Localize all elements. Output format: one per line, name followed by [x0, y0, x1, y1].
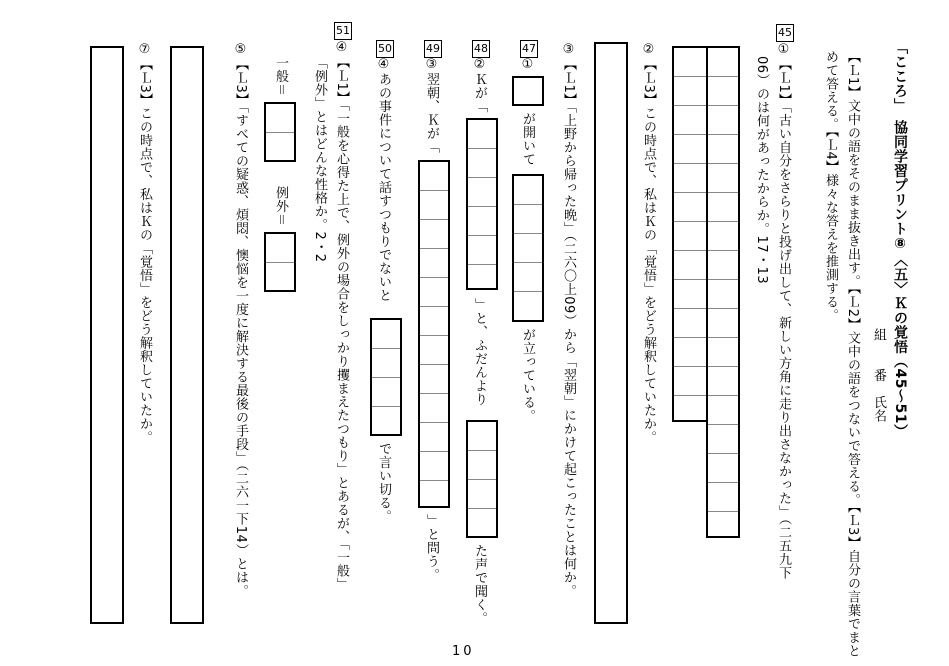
q3-4-text-a: ④あの事件について話すつもりでないと [376, 57, 391, 302]
question-number-51: 51 [334, 22, 352, 40]
answer-box-47b[interactable] [512, 174, 544, 322]
question-2: ②【Ｌ3】この時点で、私はＫの「覚悟」をどう解釈していたか。 [641, 42, 656, 445]
answer-box-50[interactable] [370, 318, 402, 436]
question-1-line1: ①【Ｌ1】「古い自分をさらりと投げ出して、新しい方角に走り出さなかった」（二五九下 [776, 42, 791, 580]
q3-1-text-a: が開いて [520, 112, 535, 166]
question-3: ③【Ｌ1】「上野から帰った晩」（二六〇上09）から「翌朝」にかけて起こったことは何か。 [561, 42, 576, 598]
question-4-line1: ④【Ｌ1】「一般を心得た上で、例外の場合をしっかり攫まえたつもり」とあるが、「一般」 [334, 40, 349, 592]
answer-box-48b[interactable] [466, 420, 498, 538]
question-5: ⑤【Ｌ3】「すべての疑惑、煩悶、懊悩を一度に解決する最後の手段」（二六一下14）とは。 [233, 42, 248, 598]
answer-box-48a[interactable] [466, 118, 498, 290]
answer-box-49[interactable] [418, 160, 450, 508]
q3-2-text-a: ②Ｋが「 [472, 57, 487, 113]
q3-1-text-b: が立っている。 [520, 328, 535, 423]
answer-box-q1[interactable] [706, 46, 740, 538]
name-fields: 組 番 氏名 [871, 328, 886, 423]
answer-box-47a[interactable] [512, 76, 544, 106]
q3-3-text-b: 」と問う。 [424, 514, 439, 582]
q3-1-label: ① [520, 57, 535, 73]
q3-4-text-b: で言い切る。 [376, 442, 391, 523]
question-number-48: 48 [472, 40, 490, 58]
question-1-line2: 06）のは何があったからか。17・13 [754, 56, 769, 285]
q3-3-text-a: ③翌朝、Ｋが「 [424, 57, 439, 154]
page-number: 10 [452, 644, 475, 659]
worksheet-title: 「こころ」 協同学習プリント⑧〈五〉Ｋの覚悟（45〜51） [892, 40, 908, 439]
instructions-line2: めて答える。【Ｌ4】様々な答えを推測する。 [823, 50, 838, 323]
instructions-line1: 【Ｌ1】文中の語をそのまま抜き出す。【Ｌ2】文中の語をつないで答える。【Ｌ3】自分の言葉でまと [845, 50, 860, 658]
answer-box-ippan[interactable] [264, 102, 296, 162]
q4-ippan-label: 一般＝ [273, 56, 288, 97]
question-4-line2: 「例外」とはどんな性格か。2・2 [312, 56, 327, 263]
answer-box-q2-a[interactable] [672, 46, 708, 422]
answer-box-q2[interactable] [594, 42, 628, 624]
answer-box-q7[interactable] [90, 46, 124, 624]
question-7: ⑦【Ｌ3】この時点で、私はＫの「覚悟」をどう解釈していたか。 [137, 42, 152, 445]
question-number-49: 49 [424, 40, 442, 58]
answer-box-q5[interactable] [170, 46, 204, 624]
answer-box-reigai[interactable] [264, 232, 296, 292]
question-number-50: 50 [376, 40, 394, 58]
q3-2-text-b: 」と、ふだんより [472, 298, 487, 406]
question-number-45: 45 [776, 24, 794, 42]
question-number-47: 47 [520, 40, 538, 58]
q3-2-text-c: た声で聞く。 [472, 544, 487, 625]
q4-reigai-label: 例外＝ [273, 186, 288, 227]
